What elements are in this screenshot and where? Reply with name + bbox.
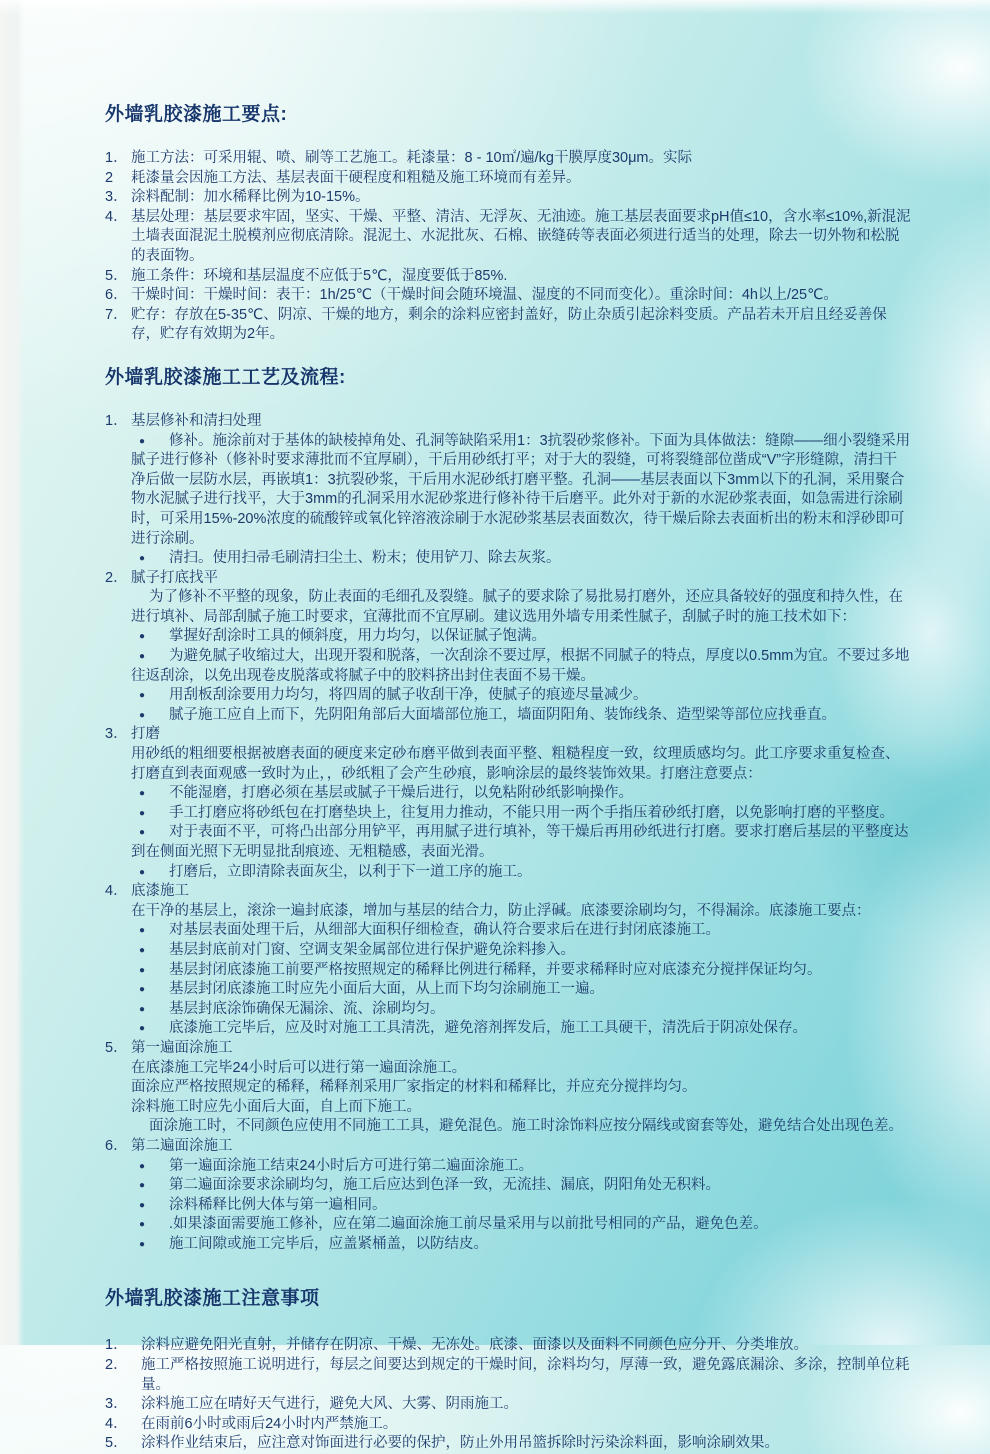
paragraph: 涂料施工时应先小面后大面，自上而下施工。 — [131, 1098, 421, 1115]
bullet-icon: ● — [139, 925, 146, 937]
bullet-text: 基层封闭底漆施工时应先小面后大面，从上而下均匀涂刷施工一遍。 — [169, 981, 605, 998]
step-title: 底漆施工 — [131, 883, 189, 900]
step-number: 4． — [105, 883, 128, 900]
item-text: 施工条件：环境和基层温度不应低于5℃，湿度要低于85%. — [131, 267, 508, 284]
item-text: 施工严格按照施工说明进行，每层之间要达到规定的干燥时间，涂料均匀，厚薄一致，避免露底漏涂、多涂，控制单位耗量。 — [141, 1357, 910, 1393]
item-number: 5． — [105, 267, 128, 284]
paragraph: 在干净的基层上，滚涂一遍封底漆，增加与基层的结合力，防止浮碱。底漆要涂刷均匀，不得漏涂。底漆施工要点： — [131, 902, 871, 919]
process-step — [105, 725, 911, 882]
step-number: 2． — [105, 569, 128, 586]
list-item — [105, 169, 911, 189]
item-text: 涂料配制：加水稀释比例为10-15%。 — [131, 189, 370, 206]
bullet-item — [131, 980, 911, 1000]
step-lines — [105, 1157, 911, 1255]
bullet-item — [131, 706, 911, 726]
item-text: 贮存：存放在5-35℃、阴凉、干燥的地方，剩余的涂料应密封盖好，防止杂质引起涂料变质。产品若未开启且经妥善保存，贮存有效期为2年。 — [131, 306, 887, 343]
list-item — [105, 1336, 911, 1356]
bullet-text: 涂料稀释比例大体与第一遍相同。 — [169, 1196, 387, 1213]
step-heading — [105, 1039, 911, 1059]
paragraph: 面涂应严格按照规定的稀释，稀释剂采用厂家指定的材料和稀释比，并应充分搅拌均匀。 — [131, 1079, 697, 1096]
item-number: 4． — [105, 1415, 128, 1432]
section-title: 外墙乳胶漆施工工艺及流程: — [105, 366, 346, 388]
list-item — [105, 1415, 911, 1435]
paragraph: 为了修补不平整的现象，防止表面的毛细孔及裂缝。腻子的要求除了易批易打磨外，还应具备较好的强度和持久性，在进行填补、局部刮腻子施工时要求，宜薄批而不宜厚刷。建议选用外墙专用柔性腻子，刮腻子时的施工技术如下： — [131, 589, 903, 625]
item-number: 3． — [105, 189, 128, 206]
section-construction-points — [105, 104, 911, 345]
step-title: 第二遍面涂施工 — [131, 1137, 233, 1154]
step-heading — [105, 412, 911, 432]
step-heading — [105, 725, 911, 745]
item-number: 6． — [105, 287, 128, 304]
bullet-item — [131, 1215, 911, 1235]
item-number: 1． — [105, 1337, 128, 1354]
bullet-item — [131, 784, 911, 804]
item-number: 4． — [105, 208, 128, 225]
bullet-item — [131, 804, 911, 824]
bullet-icon: ● — [139, 1180, 146, 1192]
bullet-icon: ● — [139, 690, 146, 702]
bullet-icon: ● — [139, 984, 146, 996]
bullet-icon: ● — [139, 435, 146, 447]
bullet-text: 第一遍面涂施工结束24小时后方可进行第二遍面涂施工。 — [169, 1157, 534, 1174]
process-step — [105, 569, 911, 726]
bullet-text: 第二遍面涂要求涂刷均匀，施工后应达到色泽一致，无流挂、漏底，阴阳角处无积料。 — [169, 1177, 721, 1194]
list-item — [105, 1356, 911, 1395]
bullet-text: 用刮板刮涂要用力均匀，将四周的腻子收刮干净，使腻子的痕迹尽量减少。 — [169, 687, 648, 704]
section-title: 外墙乳胶漆施工要点: — [105, 104, 288, 125]
bullet-icon: ● — [139, 631, 146, 643]
bullet-text: 对基层表面处理干后，从细部大面积仔细检查，确认符合要求后在进行封闭底漆施工。 — [169, 922, 721, 939]
section-process-flow — [105, 367, 911, 1255]
list-item — [105, 188, 911, 208]
bullet-icon: ● — [139, 807, 146, 819]
bullet-text: 对于表面不平，可将凸出部分用铲平，再用腻子进行填补，等干燥后再用砂纸进行打磨。要求打磨后基层的平整度达到在侧面光照下无明显批刮痕迹、无粗糙感，表面光滑。 — [131, 824, 909, 860]
list-item — [105, 306, 911, 345]
bullet-icon: ● — [139, 1219, 146, 1231]
step-number: 5． — [105, 1039, 128, 1056]
item-number: 2． — [105, 1357, 128, 1374]
bullet-item — [131, 1235, 911, 1255]
bullet-item — [131, 1000, 911, 1020]
list-item — [105, 208, 911, 267]
bullet-item — [131, 627, 911, 647]
bullet-icon: ● — [139, 1003, 146, 1015]
bullet-text: 修补。施涂前对于基体的缺棱掉角处、孔洞等缺陷采用1：3抗裂砂浆修补。下面为具体做法：缝隙——细小裂缝采用腻子进行修补（修补时要求薄批而不宜厚刷），干后用砂纸打平；对于大的裂缝，可将裂缝部位凿成“V”字形缝隙，清扫干净后做一层防水层，再嵌填1：3抗裂砂浆，干后用水泥砂纸打磨平整。孔洞——基层表面以下3mm以下的孔洞，采用聚合物水泥腻子进行找平，大于3mm的孔洞采用水泥砂浆进行修补待干后磨平。此外对于新的水泥砂浆表面，如急需进行涂刷时，可采用15%-20%浓度的硫酸锌或氧化锌溶液涂刷于水泥砂浆基层表面数次，待干燥后除去表面析出的粉末和浮砂即可进行涂刷。 — [131, 432, 911, 547]
bullet-icon: ● — [139, 651, 146, 663]
bullet-text: 基层封底涂饰确保无漏涂、流、涂刷均匀。 — [169, 1000, 445, 1017]
step-heading — [105, 569, 911, 589]
item-number: 3． — [105, 1396, 128, 1413]
bullet-text: 清扫。使用扫帚毛刷清扫尘土、粉末；使用铲刀、除去灰浆。 — [169, 550, 561, 567]
step-title: 打磨 — [131, 726, 160, 743]
scan-top-fade — [0, 0, 990, 14]
bullet-text: 掌握好刮涂时工具的倾斜度，用力均匀，以保证腻子饱满。 — [169, 628, 547, 645]
bullet-icon: ● — [139, 1238, 146, 1250]
step-number: 1． — [105, 412, 128, 429]
bullet-item — [131, 686, 911, 706]
item-number: 7． — [105, 306, 128, 323]
section-title: 外墙乳胶漆施工注意事项 — [105, 1288, 320, 1310]
bullet-item — [131, 823, 911, 862]
item-text: 涂料作业结束后，应注意对饰面进行必要的保护，防止外用吊篮拆除时污染涂料面，影响涂刷效果。 — [141, 1435, 779, 1452]
step-lines — [105, 432, 911, 569]
bullet-item — [131, 863, 911, 883]
bullet-item — [131, 432, 911, 550]
bullet-icon: ● — [139, 553, 146, 565]
bullet-item — [131, 549, 911, 569]
item-text: 涂料应避免阳光直射，并储存在阴凉、干燥、无冻处。底漆、面漆以及面料不同颜色应分开、分类堆放。 — [141, 1337, 808, 1354]
bullet-text: 施工间隙或施工完毕后，应盖紧桶盖，以防结皮。 — [169, 1235, 489, 1252]
item-text: 基层处理：基层要求牢固，坚实、干燥、平整、清洁、无浮灰、无油迹。施工基层表面要求pH值≤10，含水率≤10%,新混泥土墙表面混泥土脱模剂应彻底清除。混泥土、水泥批灰、石棉、嵌缝砖等表面必须进行适当的处理，除去一切外物和松脱的表面物。 — [131, 208, 911, 264]
step-number: 6． — [105, 1137, 128, 1154]
list-item — [105, 286, 911, 306]
bullet-icon: ● — [139, 1199, 146, 1211]
numbered-list — [105, 149, 911, 345]
bullet-icon: ● — [139, 964, 146, 976]
bullet-text: 腻子施工应自上而下，先阴阳角部后大面墙部位施工，墙面阴阳角、装饰线条、造型梁等部位应找垂直。 — [169, 706, 837, 723]
step-lines — [105, 588, 911, 725]
step-lines — [105, 1059, 911, 1137]
list-item — [105, 267, 911, 287]
bullet-text: 底漆施工完毕后，应及时对施工工具清洗，避免溶剂挥发后，施工工具硬干，清洗后于阴凉处保存。 — [169, 1020, 808, 1037]
step-title: 第一遍面涂施工 — [131, 1039, 233, 1056]
list-item — [105, 1395, 911, 1415]
bullet-item — [131, 961, 911, 981]
paragraph: 用砂纸的粗细要根据被磨表面的硬度来定砂布磨平做到表面平整、粗糙程度一致，纹理质感均匀。此工序要求重复检查、打磨直到表面观感一致时为止，，砂纸粗了会产生砂痕，影响涂层的最终装饰效果。打磨注意要点： — [131, 746, 900, 782]
bullet-icon: ● — [139, 709, 146, 721]
bullet-item — [131, 1176, 911, 1196]
step-lines — [105, 745, 911, 882]
step-title: 基层修补和清扫处理 — [131, 412, 262, 429]
step-lines — [105, 902, 911, 1039]
step-list — [105, 412, 911, 1255]
item-text: 干燥时间：干燥时间：表干：1h/25℃（干燥时间会随环境温、湿度的不同而变化）。重涂时间：4h以上/25℃。 — [131, 287, 838, 304]
paragraph: 在底漆施工完毕24小时后可以进行第一遍面涂施工。 — [131, 1059, 467, 1076]
item-text: 耗漆量会因施工方法、基层表面干硬程度和粗糙及施工环境而有差异。 — [131, 169, 581, 186]
list-item — [105, 149, 911, 169]
step-heading — [105, 882, 911, 902]
scan-left-margin — [0, 0, 24, 1345]
bullet-icon: ● — [139, 1160, 146, 1172]
step-heading — [105, 1137, 911, 1157]
bullet-text: 为避免腻子收缩过大，出现开裂和脱落，一次刮涂不要过厚，根据不同腻子的特点，厚度以0.5mm为宜。不要过多地往返刮涂，以免出现卷皮脱落或将腻子中的胶料挤出封住表面不易干燥。 — [131, 648, 910, 684]
paragraph: 面涂施工时，不同颜色应使用不同施工工具，避免混色。施工时涂饰料应按分隔线或窗套等处，避免结合处出现色差。 — [149, 1118, 903, 1135]
process-step — [105, 1039, 911, 1137]
bullet-text: 不能湿磨，打磨必须在基层或腻子干燥后进行，以免粘附砂纸影响操作。 — [169, 785, 634, 802]
bullet-text: 打磨后，立即清除表面灰尘，以利于下一道工序的施工。 — [169, 863, 532, 880]
process-step — [105, 882, 911, 1039]
item-text: 施工方法：可采用辊、喷、刷等工艺施工。耗漆量：8 - 10㎡/遍/kg干膜厚度30μm。实际 — [131, 150, 693, 166]
bullet-icon: ● — [139, 866, 146, 878]
bullet-icon: ● — [139, 944, 146, 956]
section-precautions — [105, 1288, 911, 1454]
bullet-text: 手工打磨应将砂纸包在打磨垫块上，往复用力推动，不能只用一两个手指压着砂纸打磨，以免影响打磨的平整度。 — [169, 804, 895, 821]
process-step — [105, 412, 911, 569]
numbered-list — [105, 1336, 911, 1454]
bullet-item — [131, 1019, 911, 1039]
item-text: 在雨前6小时或雨后24小时内严禁施工。 — [141, 1415, 398, 1432]
item-number: 2 — [105, 169, 114, 186]
bullet-item — [131, 941, 911, 961]
bullet-item — [131, 1157, 911, 1177]
bullet-item — [131, 921, 911, 941]
item-number: 5． — [105, 1435, 128, 1452]
item-number: 1． — [105, 150, 128, 166]
bullet-icon: ● — [139, 788, 146, 800]
item-text: 涂料施工应在晴好天气进行，避免大风、大雾、阴雨施工。 — [141, 1396, 518, 1413]
bullet-text: .如果漆面需要施工修补，应在第二遍面涂施工前尽量采用与以前批号相同的产品，避免色差。 — [169, 1216, 768, 1233]
document-content — [105, 104, 911, 1454]
step-number: 3． — [105, 726, 128, 743]
bullet-icon: ● — [139, 827, 146, 839]
bullet-text: 基层封底前对门窗、空调支架金属部位进行保护避免涂料掺入。 — [169, 941, 576, 958]
bullet-icon: ● — [139, 1023, 146, 1035]
process-step — [105, 1137, 911, 1255]
bullet-item — [131, 647, 911, 686]
step-title: 腻子打底找平 — [131, 569, 218, 586]
list-item — [105, 1434, 911, 1454]
bullet-text: 基层封闭底漆施工前要严格按照规定的稀释比例进行稀释，并要求稀释时应对底漆充分搅拌保证均匀。 — [169, 961, 822, 978]
bullet-item — [131, 1196, 911, 1216]
